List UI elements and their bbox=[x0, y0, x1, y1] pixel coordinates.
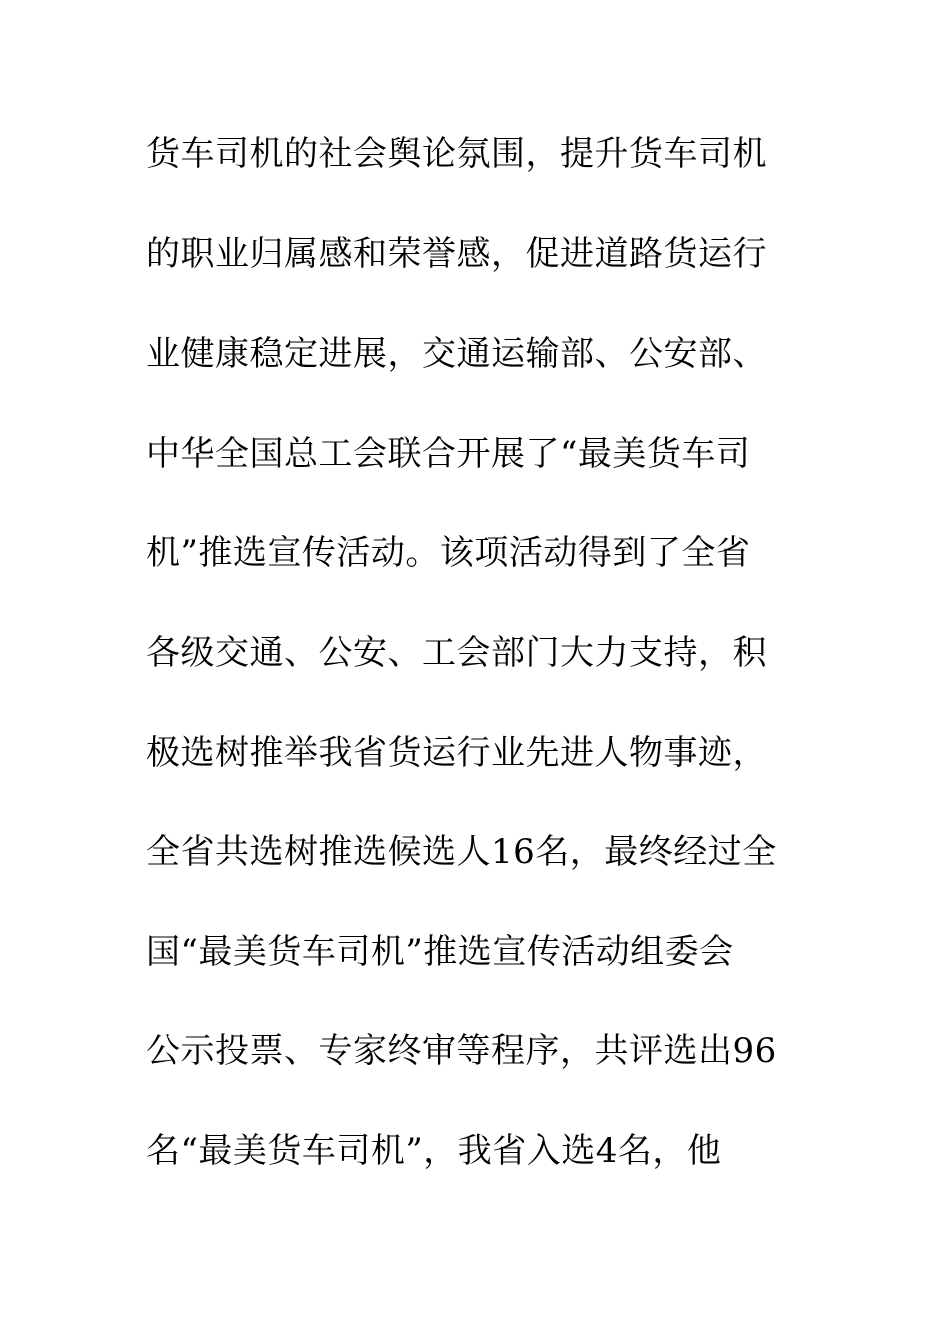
paragraph-line-11: 名“最美货车司机”，我省入选4名，他 bbox=[146, 1131, 722, 1171]
paragraph-line-2: 的职业归属感和荣誉感，促进道路货运行 bbox=[146, 234, 767, 274]
paragraph-line-5: 机”推选宣传活动。该项活动得到了全省 bbox=[146, 533, 751, 573]
paragraph-line-7: 极选树推举我省货运行业先进人物事迹， bbox=[146, 733, 767, 773]
paragraph-line-8: 全省共选树推选候选人16名，最终经过全 bbox=[146, 832, 777, 872]
paragraph-line-3: 业健康稳定进展，交通运输部、公安部、 bbox=[146, 334, 767, 374]
paragraph-line-9: 国“最美货车司机”推选宣传活动组委会 bbox=[146, 932, 734, 972]
paragraph-line-4: 中华全国总工会联合开展了“最美货车司 bbox=[146, 434, 751, 474]
paragraph-line-10: 公示投票、专家终审等程序，共评选出96 bbox=[146, 1031, 777, 1071]
paragraph-line-6: 各级交通、公安、工会部门大力支持，积 bbox=[146, 633, 767, 673]
paragraph-line-1: 货车司机的社会舆论氛围，提升货车司机 bbox=[146, 134, 767, 174]
